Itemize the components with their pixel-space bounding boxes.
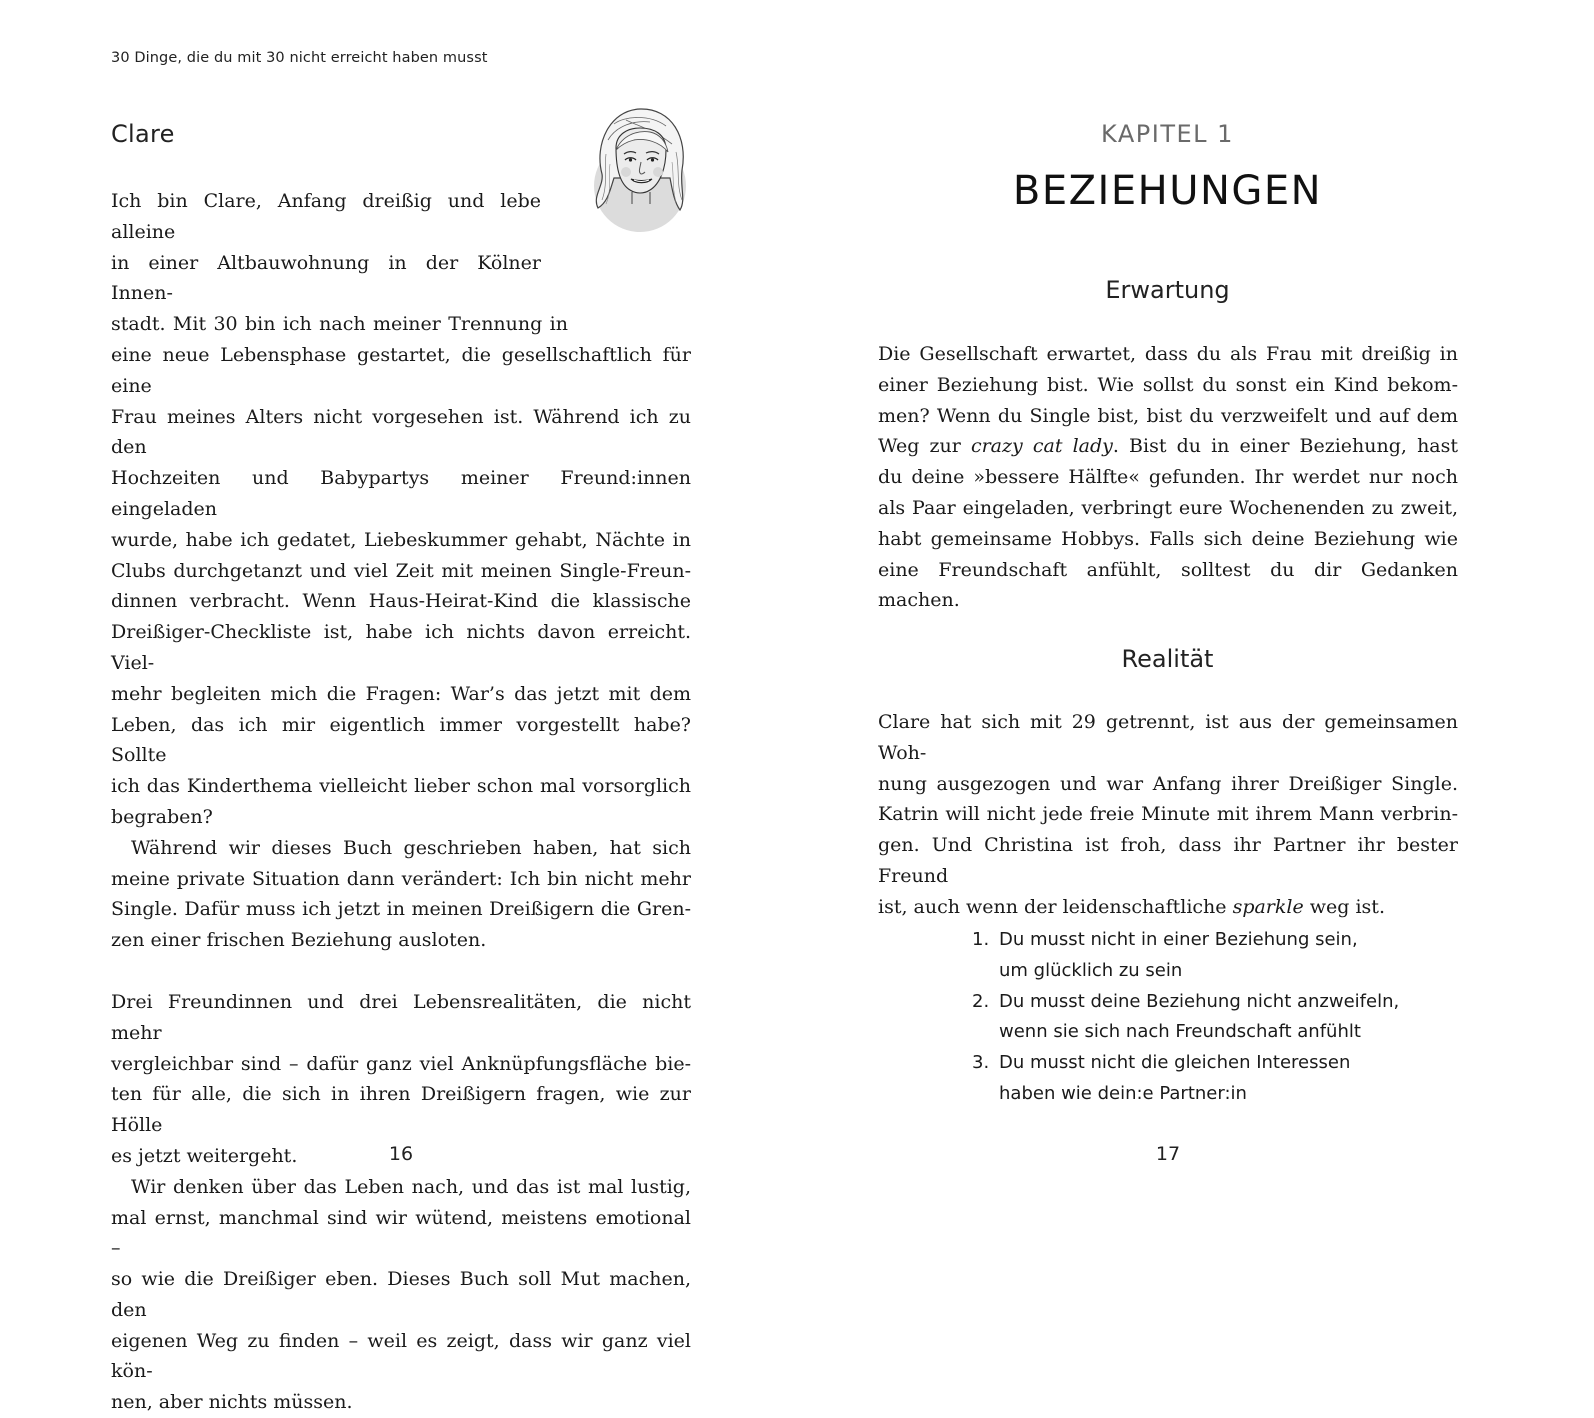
text-line: gen. Und Christina ist froh, dass ihr Partner ihr bester Freund — [878, 834, 1458, 887]
left-page — [0, 0, 797, 1414]
text-line: meine private Situation dann verändert: Ich bin nicht mehr — [111, 867, 691, 890]
text-line: Frau meines Alters nicht vorgesehen ist. Während ich zu den — [111, 405, 691, 459]
running-head: 30 Dinge, die du mit 30 nicht erreicht haben musst — [111, 50, 488, 66]
list-number: 3. — [972, 1052, 990, 1074]
text-line: Hochzeiten und Babypartys meiner Freund:innen eingeladen — [111, 467, 691, 520]
list-item: 1. Du musst nicht in einer Beziehung sein, um glücklich zu sein — [972, 925, 1399, 987]
list-number: 2. — [972, 990, 990, 1012]
text-line: mal ernst, manchmal sind wir wütend, meistens emotional – — [111, 1206, 691, 1260]
text-line: Katrin will nicht jede freie Minute mit ihrem Mann verbrin- — [878, 803, 1458, 826]
text-line: mehr begleiten mich die Fragen: War’s das jetzt mit dem — [111, 682, 691, 705]
page-number: 16 — [388, 1143, 414, 1165]
text-line: eine Freundschaft anfühlt, solltest du dir Gedanken machen. — [878, 558, 1458, 612]
text-line: habt gemeinsame Hobbys. Falls sich deine Beziehung wie — [878, 527, 1458, 550]
text-line: eigenen Weg zu finden – weil es zeigt, dass wir ganz viel kön- — [111, 1329, 691, 1383]
subhead-reality: Realität — [1121, 645, 1214, 673]
subhead-expectation: Erwartung — [1105, 276, 1230, 304]
section-name: Clare — [111, 120, 175, 148]
chapter-title: BEZIEHUNGEN — [1012, 168, 1323, 214]
paragraph-situation — [111, 833, 691, 956]
text-line: begraben? — [111, 805, 213, 828]
text-line: ten für alle, die sich in ihren Dreißigern fragen, wie zur Hölle — [111, 1083, 691, 1137]
text-line: Dreißiger-Checkliste ist, habe ich nichts davon erreicht. Viel- — [111, 621, 691, 674]
text-line: in einer Altbauwohnung in der Kölner Innen- — [111, 251, 541, 305]
text-line: Single. Dafür muss ich jetzt in meinen Dreißigern die Gren- — [111, 898, 691, 921]
text-line: Leben, das ich mir eigentlich immer vorgestellt habe? Sollte — [111, 713, 691, 767]
text-line: so wie die Dreißiger eben. Dieses Buch soll Mut machen, den — [111, 1268, 691, 1321]
text-line: Weg zur crazy cat lady. Bist du in einer Beziehung, hast — [878, 435, 1459, 458]
text-line: men? Wenn du Single bist, bist du verzweifelt und auf dem — [878, 404, 1458, 427]
text-line: eine neue Lebensphase gestartet, die gesellschaftlich für eine — [111, 343, 691, 397]
text-line: Die Gesellschaft erwartet, dass du als Frau mit dreißig in — [878, 343, 1458, 365]
text-line: wurde, habe ich gedatet, Liebeskummer gehabt, Nächte in — [111, 528, 691, 551]
text-line: dinnen verbracht. Wenn Haus-Heirat-Kind die klassische — [111, 590, 691, 613]
left-body-text — [111, 186, 691, 1418]
text-line: vergleichbar sind – dafür ganz viel Anknüpfungsfläche bie- — [111, 1052, 691, 1075]
text-line: als Paar eingeladen, verbringt eure Wochenenden zu zweit, — [878, 496, 1458, 519]
text-line: Clare hat sich mit 29 getrennt, ist aus der gemeinsamen Woh- — [878, 711, 1458, 764]
text-line: nen, aber nichts müssen. — [111, 1391, 353, 1414]
text-line: stadt. Mit 30 bin ich nach meiner Trennung in — [111, 313, 568, 336]
text-line: Clubs durchgetanzt und viel Zeit mit meinen Single-Freun- — [111, 559, 691, 582]
takeaway-list — [972, 925, 1399, 1110]
list-item: 3. Du musst nicht die gleichen Interessen haben wie dein:e Partner:in — [972, 1048, 1399, 1110]
text-line: ich das Kinderthema vielleicht lieber schon mal vorsorglich — [111, 775, 691, 798]
list-item: 2. Du musst deine Beziehung nicht anzweifeln, wenn sie sich nach Freundschaft anfühlt — [972, 987, 1399, 1049]
text-line: Während wir dieses Buch geschrieben haben, hat sich — [131, 836, 691, 859]
list-number: 1. — [972, 929, 990, 950]
paragraph-conclusion — [111, 1172, 691, 1418]
text-line: einer Beziehung bist. Wie sollst du sonst ein Kind bekom- — [878, 373, 1458, 396]
text-line: zen einer frischen Beziehung ausloten. — [111, 929, 487, 952]
expectation-text — [878, 339, 1458, 616]
right-page — [797, 0, 1594, 1270]
paragraph-intro — [111, 186, 691, 833]
text-line: nung ausgezogen und war Anfang ihrer Dreißiger Single. — [878, 772, 1458, 795]
page-number: 17 — [1155, 1143, 1181, 1165]
chapter-label: KAPITEL 1 — [1101, 120, 1234, 148]
italic-phrase: sparkle — [1232, 895, 1304, 918]
text-line: Ich bin Clare, Anfang dreißig und lebe alleine — [111, 190, 541, 243]
text-line: es jetzt weitergeht. — [111, 1144, 298, 1167]
text-line: du deine »bessere Hälfte« gefunden. Ihr werdet nur noch — [878, 466, 1458, 489]
italic-phrase: crazy cat lady — [970, 435, 1113, 458]
reality-text — [878, 707, 1458, 923]
text-line: Drei Freundinnen und drei Lebensrealitäten, die nicht mehr — [111, 990, 691, 1044]
text-line: ist, auch wenn der leidenschaftliche sparkle weg ist. — [878, 895, 1385, 918]
text-line: Wir denken über das Leben nach, und das ist mal lustig, — [131, 1175, 691, 1198]
